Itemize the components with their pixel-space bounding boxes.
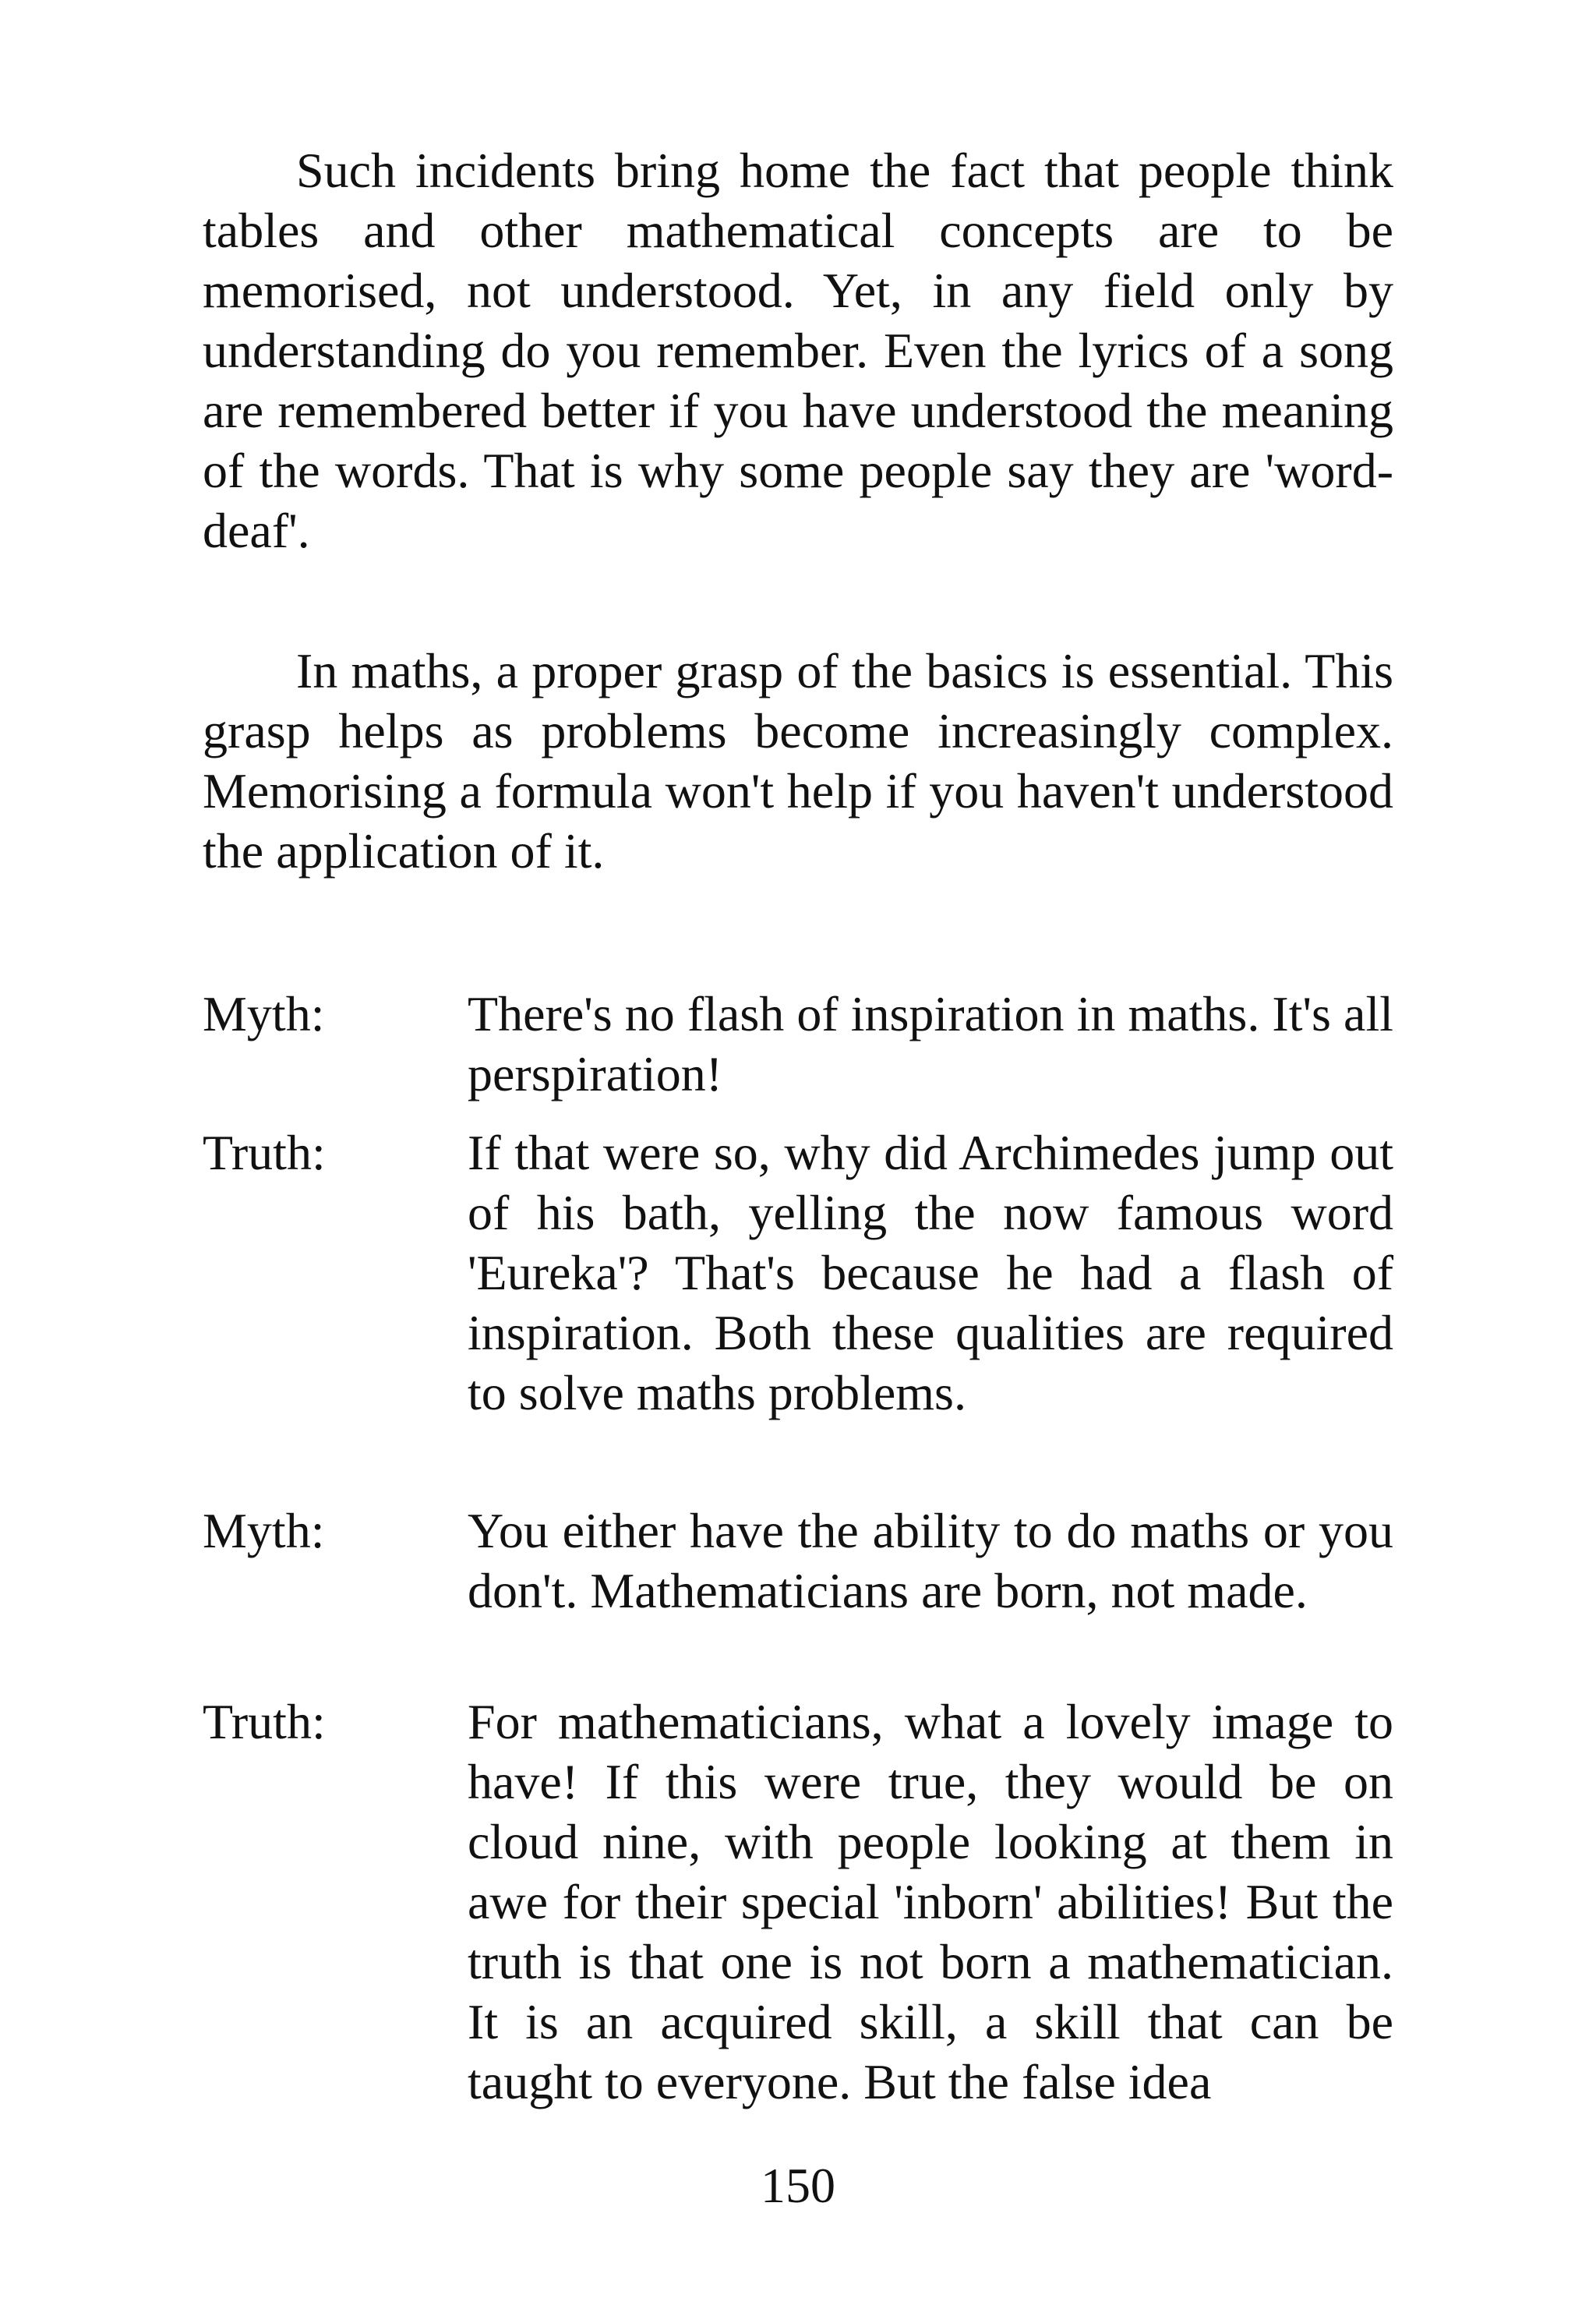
truth-label: Truth: — [203, 1694, 326, 1749]
myth-label: Myth: — [203, 1503, 325, 1558]
truth-text: If that were so, why did Archimedes jump out of his bath, yelling the now famous word 'Eureka'? That's because he had a flash of inspiration. Both these qualities are required to solve maths problems. — [468, 1125, 1393, 1420]
myth-text: There's no flash of inspiration in maths. It's all perspiration! — [468, 986, 1393, 1101]
truth-label: Truth: — [203, 1125, 326, 1180]
myth-text: You either have the ability to do maths or you don't. Mathematicians are born, not made. — [468, 1503, 1393, 1618]
paragraph-2: In maths, a proper grasp of the basics is essential. This grasp helps as problems become increasingly complex. Memorising a formula won't help if you haven't understood the application of it. — [203, 643, 1393, 879]
truth-text: For mathematicians, what a lovely image to have! If this were true, they would be on cloud nine, with people looking at them in awe for their special 'inborn' abilities! But the truth is that one is not born a mathematician. It is an acquired skill, a skill that can be taught to everyone. But the false idea — [468, 1694, 1393, 2109]
paragraph-1: Such incidents bring home the fact that people think tables and other mathematical concepts are to be memorised, not understood. Yet, in any field only by understanding do you remember. Even the lyrics of a song are remembered better if you have understood the meaning of the words. That is why some people say they are 'word-deaf'. — [203, 143, 1393, 558]
myth-label: Myth: — [203, 986, 325, 1041]
page-number: 150 — [761, 2158, 835, 2213]
